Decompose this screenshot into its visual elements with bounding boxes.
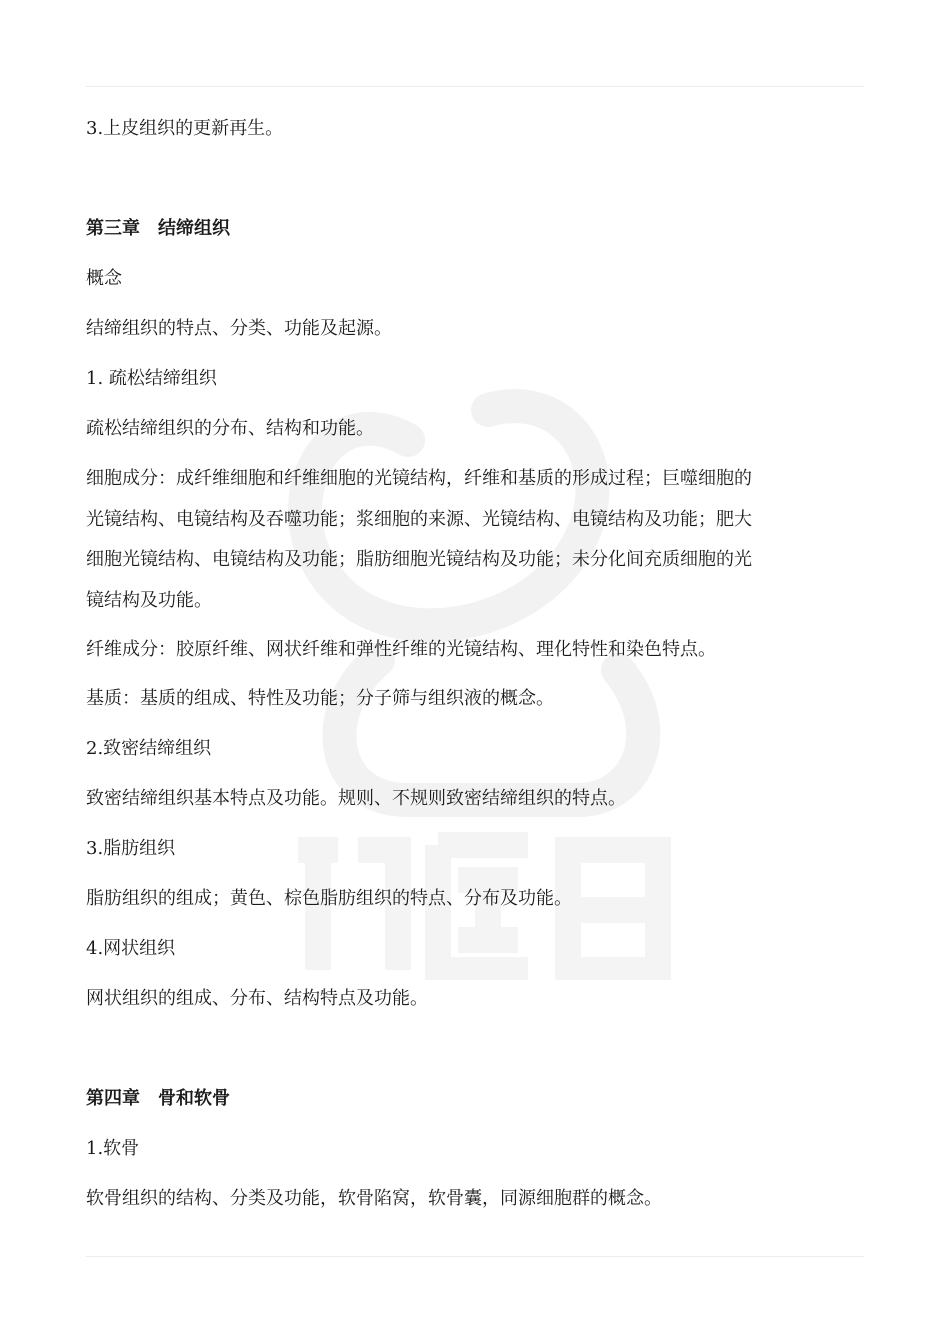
paragraph: 软骨组织的结构、分类及功能，软骨陷窝，软骨囊，同源细胞群的概念。	[86, 1188, 662, 1209]
paragraph: 疏松结缔组织的分布、结构和功能。	[86, 418, 374, 439]
paragraph-line: 镜结构及功能。	[86, 589, 212, 611]
paragraph: 致密结缔组织基本特点及功能。规则、不规则致密结缔组织的特点。	[86, 788, 626, 809]
paragraph-line: 光镜结构、电镜结构及吞噬功能；浆细胞的来源、光镜结构、电镜结构及功能；肥大	[86, 508, 752, 530]
section-title: 1.软骨	[86, 1138, 140, 1159]
section-title: 3.脂肪组织	[86, 838, 176, 859]
footer-rule	[86, 1256, 864, 1257]
section-label: 概念	[86, 268, 122, 289]
paragraph: 结缔组织的特点、分类、功能及起源。	[86, 318, 392, 339]
section-title: 2.致密结缔组织	[86, 738, 212, 759]
paragraph-line: 细胞光镜结构、电镜结构及功能；脂肪细胞光镜结构及功能；未分化间充质细胞的光	[86, 549, 752, 570]
section-title: 1. 疏松结缔组织	[86, 368, 217, 389]
paragraph: 基质：基质的组成、特性及功能；分子筛与组织液的概念。	[86, 688, 554, 709]
paragraph-line: 细胞成分：成纤维细胞和纤维细胞的光镜结构，纤维和基质的形成过程；巨噬细胞的	[86, 468, 752, 489]
paragraph: 纤维成分：胶原纤维、网状纤维和弹性纤维的光镜结构、理化特性和染色特点。	[86, 639, 716, 660]
header-rule	[86, 86, 864, 87]
chapter-title: 第三章 结缔组织	[86, 218, 230, 239]
paragraph: 脂肪组织的组成；黄色、棕色脂肪组织的特点、分布及功能。	[86, 888, 572, 909]
paragraph: 网状组织的组成、分布、结构特点及功能。	[86, 988, 428, 1009]
section-title: 4.网状组织	[86, 938, 176, 959]
section-title: 3.上皮组织的更新再生。	[86, 118, 284, 139]
paragraph	[86, 459, 866, 621]
chapter-title: 第四章 骨和软骨	[86, 1088, 230, 1109]
